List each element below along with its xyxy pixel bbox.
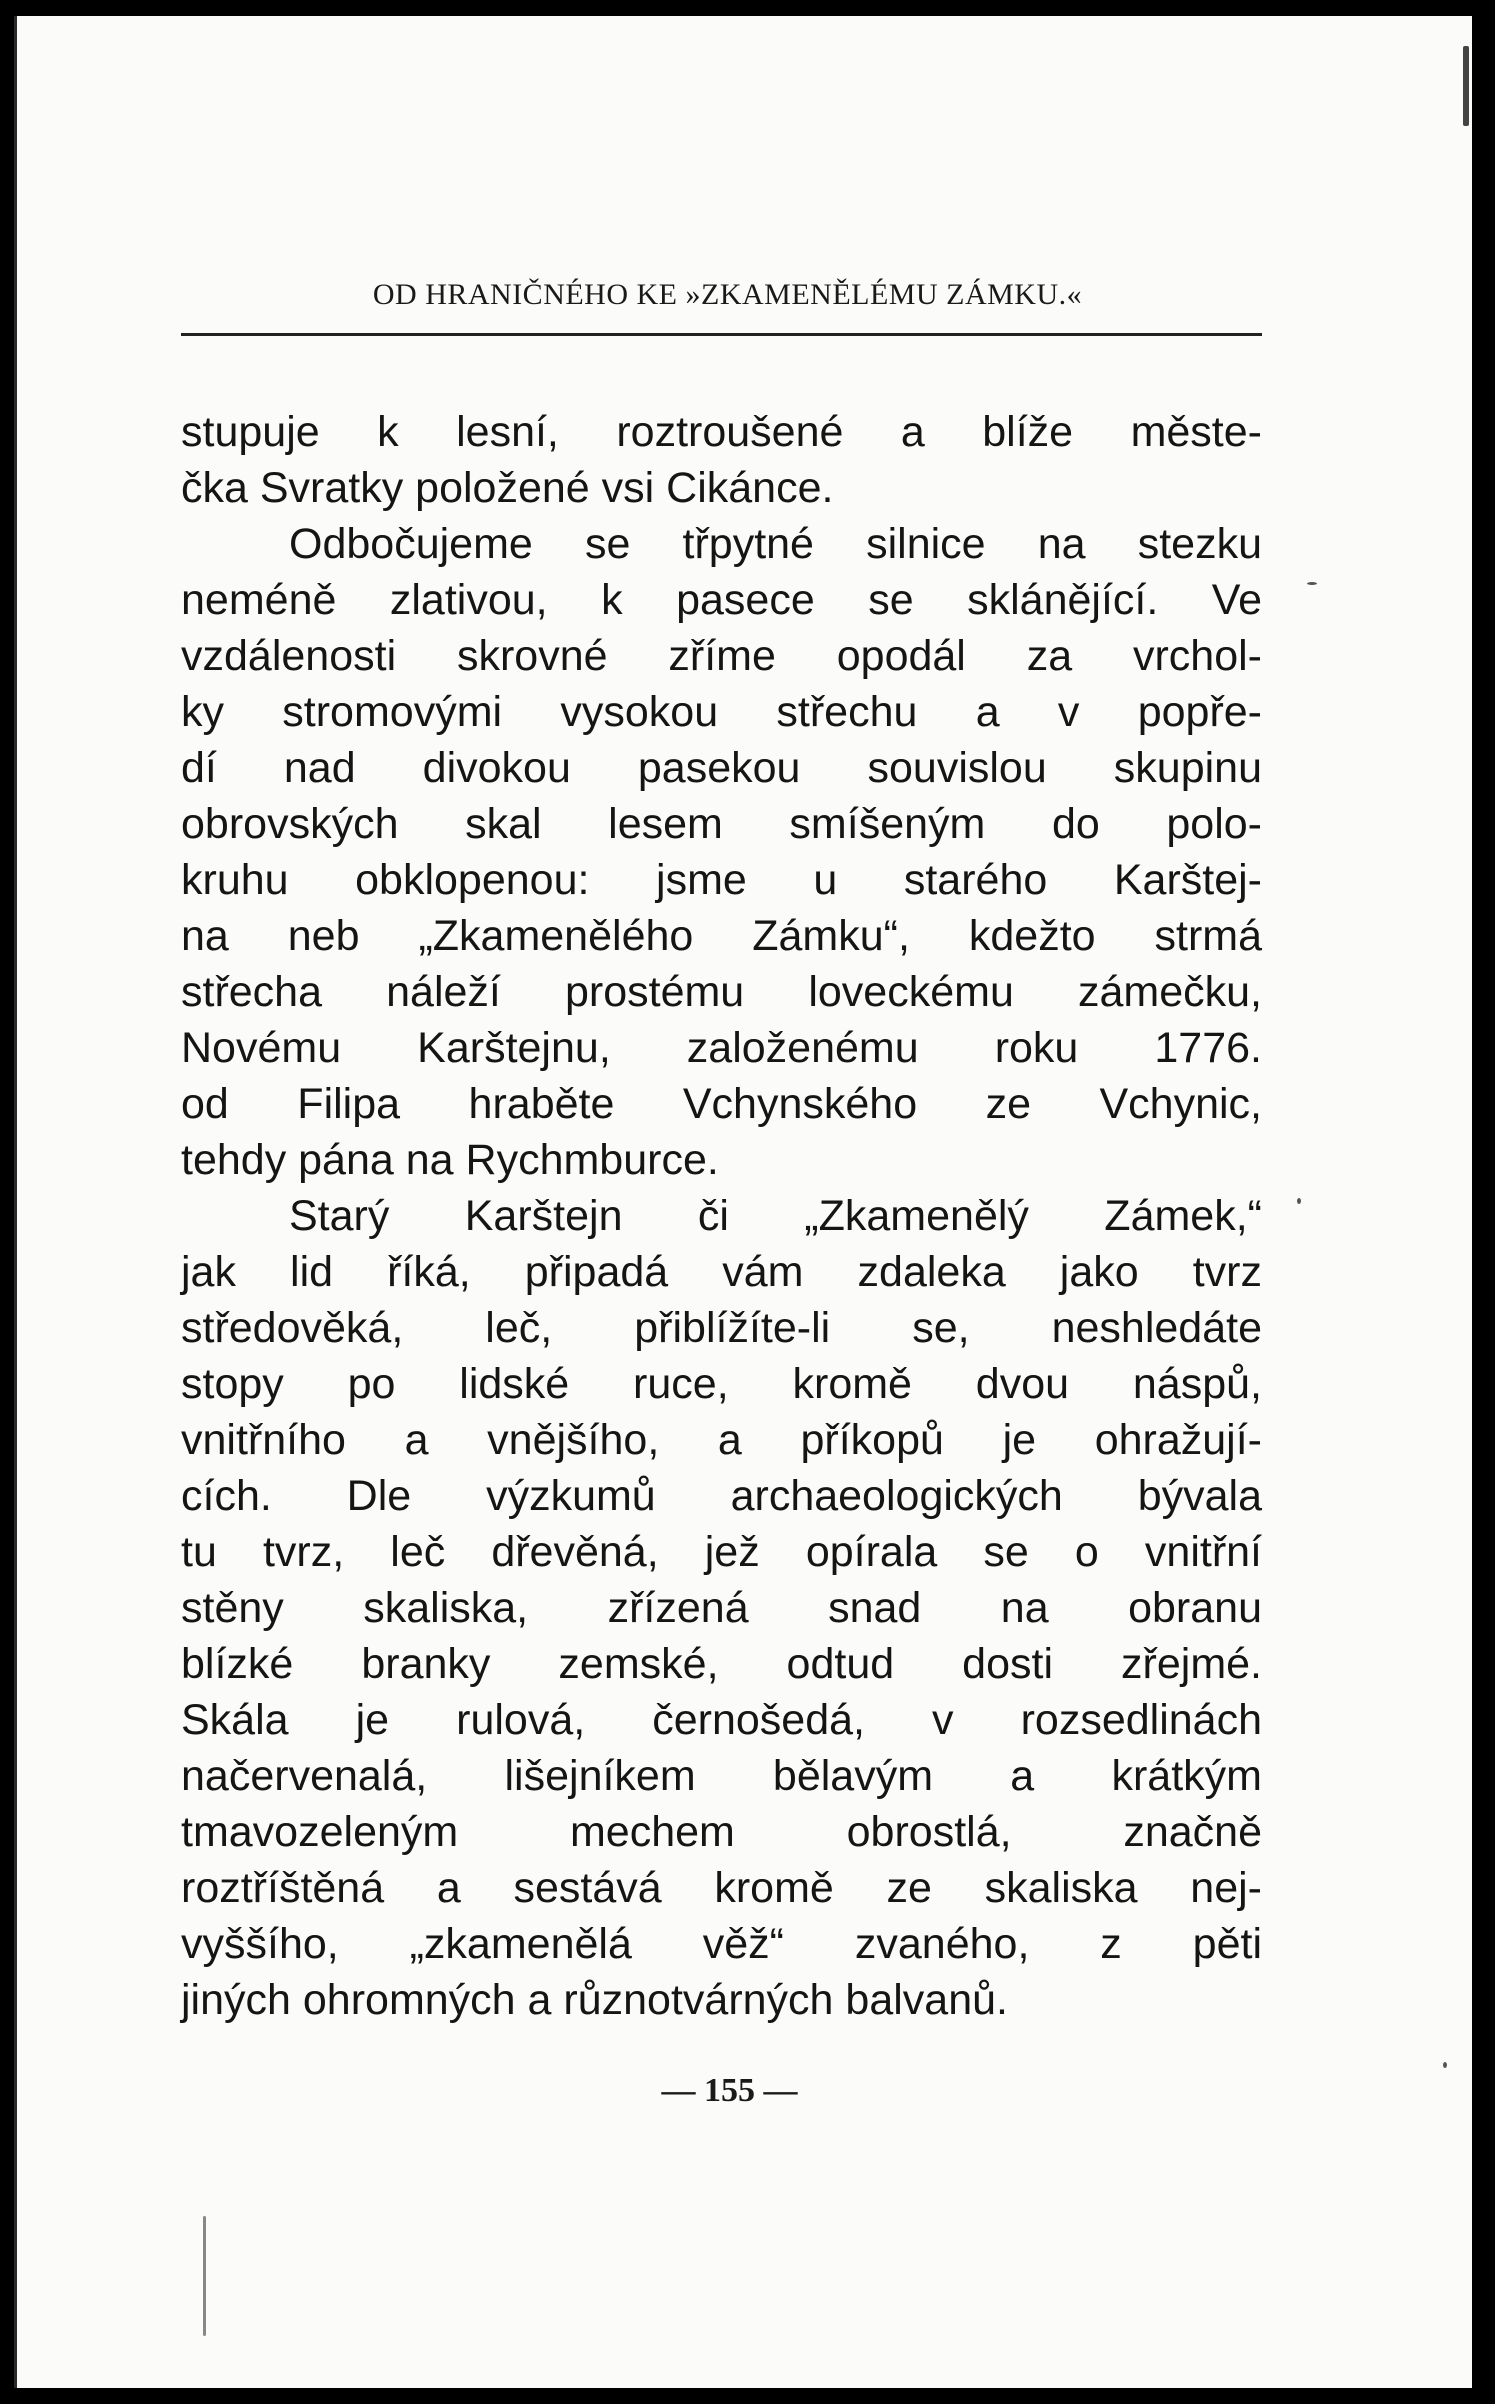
- text-line: neméně zlativou, k pasece se sklánějící. Ve: [181, 576, 1262, 624]
- text-line: dí nad divokou pasekou souvislou skupinu: [181, 744, 1262, 792]
- text-line: tehdy pána na Rychmburce.: [181, 1136, 719, 1184]
- body-text: [181, 404, 1262, 2028]
- text-line: cích. Dle výzkumů archaeologických bývala: [181, 1472, 1262, 1520]
- text-line: jiných ohromných a různotvárných balvanů.: [181, 1976, 1008, 2024]
- paper-speck: [1443, 2062, 1447, 2068]
- text-line: Skála je rulová, černošedá, v rozsedlinách: [181, 1696, 1262, 1744]
- text-line: stupuje k lesní, roztroušené a blíže měste-: [181, 408, 1262, 456]
- text-line: Starý Karštejn či „Zkamenělý Zámek,“: [289, 1192, 1262, 1240]
- text-line: obrovských skal lesem smíšeným do polo-: [181, 800, 1262, 848]
- paper-speck: [1463, 46, 1469, 126]
- text-line: vzdálenosti skrovné zříme opodál za vrchol-: [181, 632, 1262, 680]
- text-line: roztříštěná a sestává kromě ze skaliska nej-: [181, 1864, 1262, 1912]
- text-line: jak lid říká, připadá vám zdaleka jako tvrz: [181, 1248, 1262, 1296]
- text-line: tu tvrz, leč dřevěná, jež opírala se o vnitřní: [181, 1528, 1262, 1576]
- text-line: na neb „Zkamenělého Zámku“, kdežto strmá: [181, 912, 1262, 960]
- text-line: stěny skaliska, zřízená snad na obranu: [181, 1584, 1262, 1632]
- paper-speck: [1297, 1198, 1301, 1204]
- paper-speck: [203, 2216, 206, 2336]
- text-line: Novému Karštejnu, založenému roku 1776.: [181, 1024, 1262, 1072]
- paper-speck: [1307, 582, 1317, 585]
- text-line: vnitřního a vnějšího, a příkopů je ohražují-: [181, 1416, 1262, 1464]
- text-line: středověká, leč, přiblížíte-li se, neshledáte: [181, 1304, 1262, 1352]
- book-page: [14, 16, 1472, 2388]
- text-line: načervenalá, lišejníkem bělavým a krátkým: [181, 1752, 1262, 1800]
- page-number: — 155 —: [661, 2072, 798, 2109]
- text-line: Odbočujeme se třpytné silnice na stezku: [289, 520, 1262, 568]
- text-line: blízké branky zemské, odtud dosti zřejmé.: [181, 1640, 1262, 1688]
- running-header: OD HRANIČNÉHO KE »ZKAMENĚLÉMU ZÁMKU.«: [372, 278, 1083, 311]
- text-line: ky stromovými vysokou střechu a v popře-: [181, 688, 1262, 736]
- text-line: střecha náleží prostému loveckému zámečku,: [181, 968, 1262, 1016]
- text-line: kruhu obklopenou: jsme u starého Karštej-: [181, 856, 1262, 904]
- text-line: čka Svratky položené vsi Cikánce.: [181, 464, 834, 512]
- text-line: stopy po lidské ruce, kromě dvou náspů,: [181, 1360, 1262, 1408]
- header-rule: [181, 333, 1262, 336]
- text-line: od Filipa hraběte Vchynského ze Vchynic,: [181, 1080, 1262, 1128]
- text-line: vyššího, „zkamenělá věž“ zvaného, z pěti: [181, 1920, 1262, 1968]
- text-line: tmavozeleným mechem obrostlá, značně: [181, 1808, 1262, 1856]
